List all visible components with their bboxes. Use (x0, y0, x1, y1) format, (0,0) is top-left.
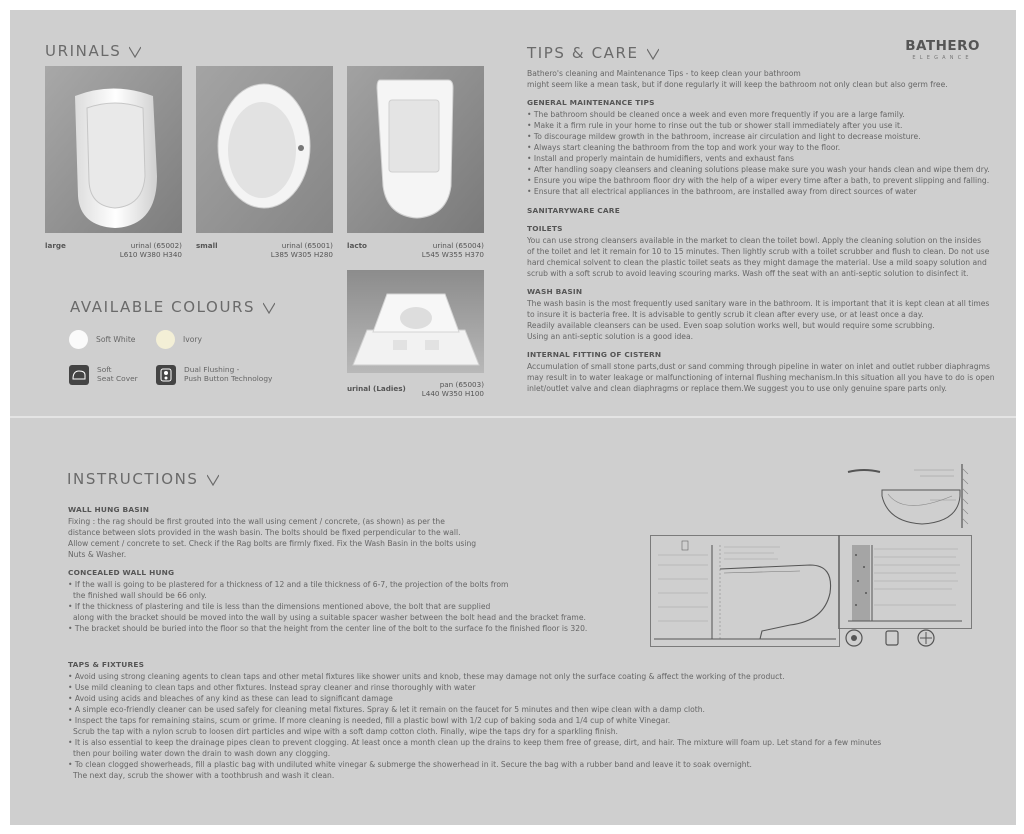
taps-fixtures-item: The next day, scrub the shower with a toothbrush and wash it clean. (73, 771, 335, 780)
taps-fixtures-heading: TAPS & FIXTURES (68, 660, 145, 669)
taps-fixtures-item: Scrub the tap with a nylon scrub to loosen dirt particles and wipe with a soft damp cotton cloth. Finally, wipe the taps dry for a sparkling finish. (73, 727, 618, 736)
taps-fixtures-text (68, 671, 1008, 781)
feature-label: Soft Seat Cover (97, 365, 138, 383)
concealed-wall-hung-item: along with the bracket should be moved into the wall by using a suitable spacer washer between the bolt head and the bracket frame. (73, 613, 586, 622)
general-maintenance-list (527, 109, 997, 197)
toilets-line: hard chemical solvent to clean the plastic toilet seats as they might damage the material. Use a mild soapy solution and (527, 258, 987, 267)
concealed-wall-hung-heading: CONCEALED WALL HUNG (68, 568, 175, 577)
chevron-down-icon (129, 46, 141, 58)
concealed-wall-hung-item: • If the wall is going to be plastered for a thickness of 12 and a tile thickness of 6-7, the projection of the bolts from (68, 580, 509, 589)
concealed-front-diagram (838, 535, 972, 629)
product-name: urinal (Ladies) (347, 384, 406, 393)
instructions-title-text: INSTRUCTIONS (67, 470, 199, 488)
toilets-line: scrub with a soft scrub to avoid leaving scouring marks. Wash off the seat with an anti-septic solution to disinfect it. (527, 269, 969, 278)
colours-title (70, 298, 275, 316)
cistern-line: may result in to water leakage or malfunctioning of internal flushing mechanism.In this situation all you have to do is open (527, 373, 995, 382)
general-maintenance-item: • Ensure that all electrical appliances in the bathroom, are installed away from direct sources of water (527, 187, 917, 196)
wash-basin-line: The wash basin is the most frequently used sanitary ware in the bathroom. It is important that it is kept clean at all times (527, 299, 990, 308)
urinals-title-text: URINALS (45, 42, 122, 60)
wall-hung-basin-line: Allow cement / concrete to set. Check if the Rag bolts are firmly fixed. Fix the Wash Basin in the bolts using (68, 539, 477, 548)
tips-intro-line: might seem like a mean task, but if done regularly it will keep the bathroom not only clean but also germ free. (527, 80, 948, 89)
taps-content (68, 659, 1008, 781)
dual-flush-icon (156, 365, 176, 385)
brochure-sheet (10, 10, 1016, 825)
chevron-down-icon (207, 474, 219, 486)
wash-basin-line: Readily available cleansers can be used. Even soap solution works well, but would require some scrubbing. (527, 321, 935, 330)
product-dimensions: L440 W350 H100 (421, 389, 484, 398)
product-dimensions: L545 W355 H370 (421, 250, 484, 259)
product-name: small (196, 241, 218, 250)
tips-title (527, 44, 659, 62)
concealed-wall-hung-text (68, 579, 648, 634)
wash-basin-line: Using an anti-septic solution is a good idea. (527, 332, 694, 341)
product-dimensions: L610 W380 H340 (119, 250, 182, 259)
colour-soft-white (69, 330, 135, 349)
tips-title-text: TIPS & CARE (527, 44, 639, 62)
toilets-heading: TOILETS (527, 224, 563, 233)
feature-dual-flushing (156, 365, 272, 385)
feature-label: Dual Flushing - Push Button Technology (184, 365, 273, 383)
chevron-down-icon (263, 302, 275, 314)
product-model: urinal (65001) (281, 241, 333, 250)
product-model: pan (65003) (439, 380, 484, 389)
product-dimensions: L385 W305 H280 (270, 250, 333, 259)
general-maintenance-item: • Install and properly maintain de humidifiers, vents and exhaust fans (527, 154, 794, 163)
wash-basin-diagram (844, 464, 978, 528)
product-model: urinal (65002) (130, 241, 182, 250)
cistern-text (527, 361, 997, 394)
cistern-line: Accumulation of small stone parts,dust or sand comming through pipeline in water on inlet and outlet rubber diaphragms (527, 362, 990, 371)
tips-content (527, 68, 997, 394)
fixing-parts-icons (844, 628, 954, 650)
colour-swatch (156, 330, 175, 349)
urinal-ladies-caption (347, 380, 484, 400)
urinal-large-caption (45, 241, 182, 261)
wash-basin-heading: WASH BASIN (527, 287, 583, 296)
chevron-down-icon (647, 48, 659, 60)
urinal-lacto-caption (347, 241, 484, 261)
general-maintenance-item: • Always start cleaning the bathroom from the top and work your way to the floor. (527, 143, 841, 152)
instructions-title (67, 470, 219, 488)
wall-hung-basin-heading: WALL HUNG BASIN (68, 505, 150, 514)
general-maintenance-item: • Ensure you wipe the bathroom floor dry with the help of a wiper every time after a bath, to prevent slipping and falling. (527, 176, 990, 185)
taps-fixtures-item: • A simple eco-friendly cleaner can be used safely for cleaning metal fixtures. Spray & let it remain on the faucet for 5 minutes and then wipe clean with a damp cloth. (68, 705, 705, 714)
taps-fixtures-item: then pour boiling water down the drain to wash down any clogging. (73, 749, 331, 758)
urinal-large-photo (45, 66, 182, 233)
toilets-text (527, 235, 997, 279)
top-panel (10, 10, 1016, 416)
feature-soft-seat-cover (69, 365, 138, 385)
general-maintenance-item: • Make it a firm rule in your home to rinse out the tub or shower stall immediately after you use it. (527, 121, 903, 130)
taps-fixtures-item: • Use mild cleaning to clean taps and other fixtures. Instead spray cleaner and rinse thoroughly with water (68, 683, 476, 692)
general-maintenance-item: • The bathroom should be cleaned once a week and even more frequently if you are a large family. (527, 110, 905, 119)
bottom-panel (10, 418, 1016, 825)
colours-title-text: AVAILABLE COLOURS (70, 298, 256, 316)
colour-label: Ivory (183, 335, 202, 344)
general-maintenance-item: • To discourage mildew growth in the bathroom, increase air circulation and light to decrease moisture. (527, 132, 921, 141)
concealed-wall-hung-diagram (650, 535, 840, 647)
sanitaryware-heading: SANITARYWARE CARE (527, 206, 620, 215)
concealed-wall-hung-item: • If the thickness of plastering and tile is less than the dimensions mentioned above, the bolt that are supplied (68, 602, 491, 611)
brand-name: BATHERO (905, 38, 980, 54)
colour-label: Soft White (96, 335, 136, 344)
concealed-wall-hung-item: the finished wall should be 66 only. (73, 591, 207, 600)
taps-fixtures-item: • Avoid using strong cleaning agents to clean taps and other metal fixtures like shower units and knob, these may damage not only the surface coating & affect the working of the product. (68, 672, 785, 681)
spacer-icon (886, 631, 898, 645)
tips-intro-line: Bathero's cleaning and Maintenance Tips - to keep clean your bathroom (527, 69, 801, 78)
urinal-ladies-photo (347, 270, 484, 373)
wall-hung-basin-line: Fixing : the rag should be first grouted into the wall using cement / concrete, (as shown) as per the (68, 517, 445, 526)
toilets-line: of the toilet and let it remain for 10 to 15 minutes. Then lightly scrub with a toilet scrubber and flush to clean. Do not use (527, 247, 990, 256)
product-name: large (45, 241, 66, 250)
taps-fixtures-item: • To clean clogged showerheads, fill a plastic bag with undiluted white vinegar & submerge the showerhead in it. Secure the bag with a rubber band and leave it to soak overnight. (68, 760, 752, 769)
urinal-small-caption (196, 241, 333, 261)
colour-ivory (156, 330, 202, 349)
taps-fixtures-item: • Avoid using acids and bleaches of any kind as these can lead to significant damage (68, 694, 393, 703)
urinal-lacto-photo (347, 66, 484, 233)
wall-hung-basin-line: distance between slots provided in the wash basin. The bolts should be fixed perpendicular to the wall. (68, 528, 461, 537)
general-maintenance-heading: GENERAL MAINTENANCE TIPS (527, 98, 655, 107)
product-model: urinal (65004) (432, 241, 484, 250)
seat-cover-icon (69, 365, 89, 385)
wash-basin-text (527, 298, 997, 342)
brand-logo (905, 38, 980, 61)
colour-swatch (69, 330, 88, 349)
urinal-small-photo (196, 66, 333, 233)
toilets-line: You can use strong cleansers available in the market to clean the toilet bowl. Apply the cleaning solution on the insides (527, 236, 982, 245)
product-name: lacto (347, 241, 367, 250)
cistern-heading: INTERNAL FITTING OF CISTERN (527, 350, 662, 359)
taps-fixtures-item: • It is also essential to keep the drainage pipes clean to prevent clogging. At least once a month clean up the drains to keep them free of grease, dirt, and hair. The mixture will foam up. Let stand for a few minutes (68, 738, 882, 747)
concealed-wall-hung-item: • The bracket should be buried into the floor so that the height from the center line of the bolt to the surface fo the finished floor is 320. (68, 624, 588, 633)
urinals-title (45, 42, 141, 60)
taps-fixtures-item: • Inspect the taps for remaining stains, scum or grime. If more cleaning is needed, fill a plastic bowl with 1/2 cup of baking soda and 1/4 cup of white Vinegar. (68, 716, 671, 725)
instructions-content (68, 504, 648, 634)
general-maintenance-item: • After handling soapy cleansers and cleaning solutions please make sure you wash your hands clean and wipe them dry. (527, 165, 990, 174)
wall-hung-basin-text (68, 516, 648, 560)
cistern-line: inlet/outlet valve and clean diaphragms or replace them.We suggest you to use only genuine spare parts only. (527, 384, 947, 393)
wall-hung-basin-line: Nuts & Washer. (68, 550, 127, 559)
wash-basin-line: to insure it is bacteria free. It is advisable to gently scrub it clean after every use, or at least once a day. (527, 310, 924, 319)
brand-tagline: ELEGANCE (912, 55, 973, 61)
